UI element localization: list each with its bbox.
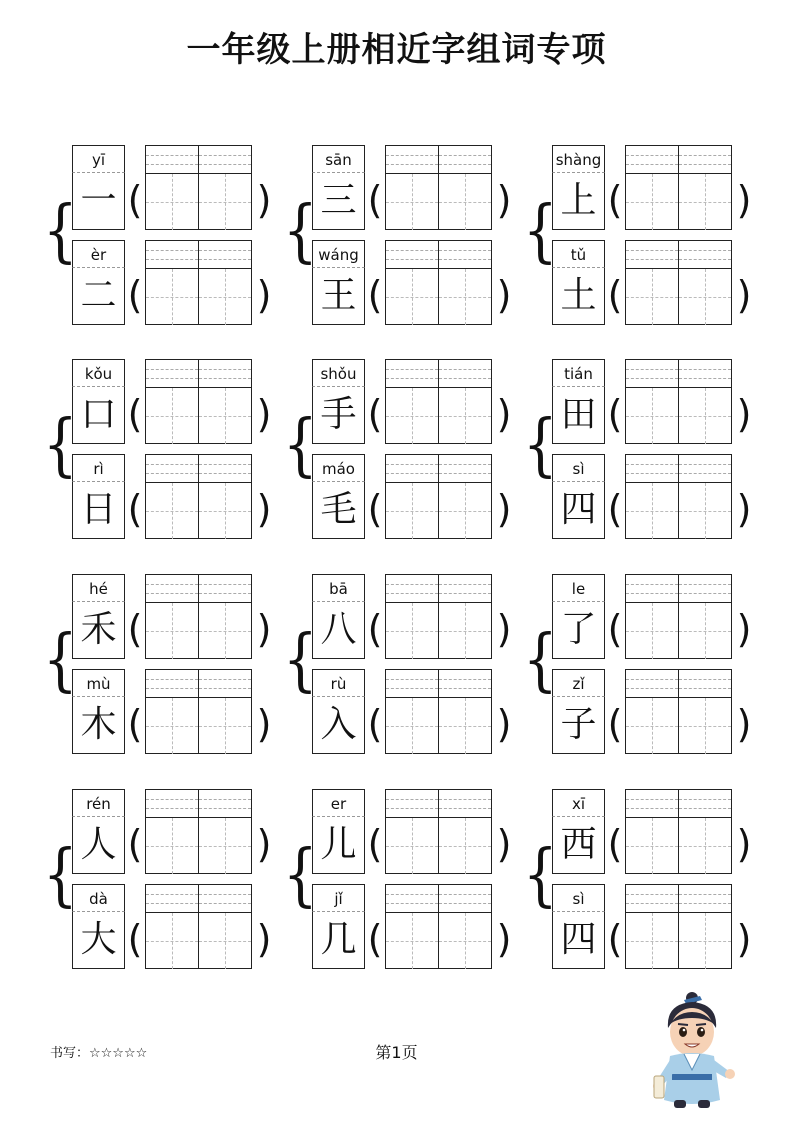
pinyin-guide-lines xyxy=(626,670,678,698)
pinyin-guide-lines xyxy=(626,360,678,388)
writing-box[interactable] xyxy=(625,669,679,754)
left-parenthesis: ( xyxy=(127,487,143,531)
pinyin-guide-lines xyxy=(679,360,731,388)
grid-guide-horizontal xyxy=(626,202,678,203)
pinyin-guide-lines xyxy=(199,885,251,913)
pinyin-guide-lines xyxy=(679,241,731,269)
right-parenthesis: ) xyxy=(496,273,512,317)
pinyin-guide-lines xyxy=(626,885,678,913)
writing-box[interactable] xyxy=(625,240,679,325)
character-row xyxy=(312,145,517,230)
character-row xyxy=(72,789,277,874)
right-parenthesis: ) xyxy=(256,822,272,866)
pinyin-label: rù xyxy=(312,669,365,697)
writing-box[interactable] xyxy=(145,669,199,754)
hanzi-character: 日 xyxy=(72,482,125,539)
right-parenthesis: ) xyxy=(256,178,272,222)
writing-box[interactable] xyxy=(145,454,199,539)
grid-guide-horizontal xyxy=(439,846,491,847)
writing-box[interactable] xyxy=(678,574,732,659)
pinyin-guide-lines xyxy=(386,790,438,818)
writing-box[interactable] xyxy=(385,359,439,444)
right-parenthesis: ) xyxy=(256,487,272,531)
hanzi-character: 人 xyxy=(72,817,125,874)
pinyin-guide-lines xyxy=(199,360,251,388)
writing-rating: 书写：☆☆☆☆☆ xyxy=(50,1046,148,1061)
pinyin-label: zǐ xyxy=(552,669,605,697)
right-parenthesis: ) xyxy=(496,607,512,651)
writing-box[interactable] xyxy=(678,789,732,874)
pinyin-guide-lines xyxy=(386,241,438,269)
grid-guide-horizontal xyxy=(146,297,198,298)
hanzi-character: 木 xyxy=(72,697,125,754)
pinyin-guide-lines xyxy=(626,575,678,603)
character-pair-group xyxy=(523,574,757,754)
grid-guide-horizontal xyxy=(199,297,251,298)
hanzi-character: 四 xyxy=(552,482,605,539)
mascot-illustration xyxy=(648,990,738,1118)
writing-box[interactable] xyxy=(438,359,492,444)
pinyin-guide-lines xyxy=(439,575,491,603)
grid-guide-horizontal xyxy=(199,202,251,203)
writing-box[interactable] xyxy=(678,669,732,754)
writing-box[interactable] xyxy=(198,789,252,874)
hanzi-character: 一 xyxy=(72,173,125,230)
writing-box[interactable] xyxy=(678,240,732,325)
left-parenthesis: ( xyxy=(127,607,143,651)
grid-guide-horizontal xyxy=(439,941,491,942)
grid-guide-horizontal xyxy=(626,297,678,298)
left-parenthesis: ( xyxy=(607,607,623,651)
brace-symbol: { xyxy=(523,621,558,700)
grid-guide-horizontal xyxy=(386,631,438,632)
pinyin-guide-lines xyxy=(199,455,251,483)
pinyin-label: wáng xyxy=(312,240,365,268)
right-parenthesis: ) xyxy=(256,273,272,317)
character-row xyxy=(312,789,517,874)
character-row xyxy=(552,574,757,659)
grid-guide-horizontal xyxy=(146,726,198,727)
hanzi-character: 几 xyxy=(312,912,365,969)
grid-guide-horizontal xyxy=(626,846,678,847)
pinyin-guide-lines xyxy=(146,575,198,603)
right-parenthesis: ) xyxy=(256,917,272,961)
character-row xyxy=(312,884,517,969)
hanzi-character: 子 xyxy=(552,697,605,754)
brace-symbol: { xyxy=(283,621,318,700)
grid-guide-horizontal xyxy=(386,297,438,298)
writing-box[interactable] xyxy=(198,574,252,659)
left-parenthesis: ( xyxy=(367,392,383,436)
pinyin-guide-lines xyxy=(439,790,491,818)
right-parenthesis: ) xyxy=(736,178,752,222)
grid-guide-horizontal xyxy=(439,511,491,512)
character-row xyxy=(72,574,277,659)
character-row xyxy=(72,669,277,754)
grid-guide-horizontal xyxy=(626,511,678,512)
pinyin-guide-lines xyxy=(626,241,678,269)
right-parenthesis: ) xyxy=(736,487,752,531)
writing-box[interactable] xyxy=(145,359,199,444)
grid-guide-horizontal xyxy=(439,297,491,298)
writing-box[interactable] xyxy=(438,145,492,230)
right-parenthesis: ) xyxy=(496,178,512,222)
left-parenthesis: ( xyxy=(607,392,623,436)
grid-guide-horizontal xyxy=(199,846,251,847)
grid-guide-horizontal xyxy=(439,631,491,632)
left-parenthesis: ( xyxy=(367,178,383,222)
writing-box[interactable] xyxy=(198,884,252,969)
writing-box[interactable] xyxy=(145,884,199,969)
writing-box[interactable] xyxy=(625,884,679,969)
grid-guide-horizontal xyxy=(199,416,251,417)
pinyin-guide-lines xyxy=(626,146,678,174)
character-row xyxy=(312,240,517,325)
character-row xyxy=(552,240,757,325)
character-pair-group xyxy=(283,574,517,754)
writing-box[interactable] xyxy=(198,454,252,539)
writing-box[interactable] xyxy=(145,789,199,874)
grid-guide-horizontal xyxy=(146,631,198,632)
pinyin-label: bā xyxy=(312,574,365,602)
writing-box[interactable] xyxy=(198,359,252,444)
pinyin-guide-lines xyxy=(199,241,251,269)
character-row xyxy=(312,574,517,659)
writing-box[interactable] xyxy=(625,454,679,539)
left-parenthesis: ( xyxy=(127,917,143,961)
pinyin-label: èr xyxy=(72,240,125,268)
grid-guide-horizontal xyxy=(386,511,438,512)
character-row xyxy=(72,884,277,969)
right-parenthesis: ) xyxy=(736,702,752,746)
writing-box[interactable] xyxy=(198,145,252,230)
pinyin-label: tián xyxy=(552,359,605,387)
grid-guide-horizontal xyxy=(679,202,731,203)
pinyin-guide-lines xyxy=(386,146,438,174)
hanzi-character: 禾 xyxy=(72,602,125,659)
hanzi-character: 八 xyxy=(312,602,365,659)
grid-guide-horizontal xyxy=(679,297,731,298)
character-row xyxy=(312,454,517,539)
writing-box[interactable] xyxy=(385,574,439,659)
brace-symbol: { xyxy=(283,836,318,915)
writing-box[interactable] xyxy=(145,574,199,659)
character-row xyxy=(552,669,757,754)
hanzi-character: 了 xyxy=(552,602,605,659)
writing-box[interactable] xyxy=(198,240,252,325)
left-parenthesis: ( xyxy=(367,487,383,531)
character-pair-group xyxy=(283,359,517,539)
writing-box[interactable] xyxy=(385,240,439,325)
pinyin-guide-lines xyxy=(146,146,198,174)
pinyin-label: mù xyxy=(72,669,125,697)
grid-guide-horizontal xyxy=(386,846,438,847)
left-parenthesis: ( xyxy=(127,822,143,866)
right-parenthesis: ) xyxy=(736,822,752,866)
pinyin-guide-lines xyxy=(146,885,198,913)
pinyin-guide-lines xyxy=(439,146,491,174)
left-parenthesis: ( xyxy=(607,702,623,746)
pinyin-guide-lines xyxy=(146,360,198,388)
brace-symbol: { xyxy=(283,406,318,485)
pinyin-label: shàng xyxy=(552,145,605,173)
pinyin-guide-lines xyxy=(679,146,731,174)
right-parenthesis: ) xyxy=(736,917,752,961)
grid-guide-horizontal xyxy=(626,631,678,632)
character-pair-group xyxy=(43,145,277,325)
writing-box[interactable] xyxy=(145,145,199,230)
hanzi-character: 王 xyxy=(312,268,365,325)
pinyin-label: rén xyxy=(72,789,125,817)
pinyin-label: rì xyxy=(72,454,125,482)
grid-guide-horizontal xyxy=(679,726,731,727)
left-parenthesis: ( xyxy=(127,178,143,222)
pinyin-guide-lines xyxy=(146,790,198,818)
writing-box[interactable] xyxy=(145,240,199,325)
grid-guide-horizontal xyxy=(626,726,678,727)
grid-guide-horizontal xyxy=(439,726,491,727)
pinyin-label: shǒu xyxy=(312,359,365,387)
pinyin-guide-lines xyxy=(386,670,438,698)
page-title: 一年级上册相近字组词专项 xyxy=(186,30,607,70)
hanzi-character: 四 xyxy=(552,912,605,969)
hanzi-character: 上 xyxy=(552,173,605,230)
writing-box[interactable] xyxy=(385,454,439,539)
pinyin-guide-lines xyxy=(386,575,438,603)
writing-box[interactable] xyxy=(198,669,252,754)
pinyin-guide-lines xyxy=(679,790,731,818)
hanzi-character: 大 xyxy=(72,912,125,969)
writing-box[interactable] xyxy=(438,574,492,659)
grid-guide-horizontal xyxy=(146,941,198,942)
pinyin-guide-lines xyxy=(439,885,491,913)
character-row xyxy=(312,669,517,754)
left-parenthesis: ( xyxy=(367,917,383,961)
right-parenthesis: ) xyxy=(496,917,512,961)
brace-symbol: { xyxy=(283,192,318,271)
grid-guide-horizontal xyxy=(386,202,438,203)
character-pair-group xyxy=(43,359,277,539)
pinyin-guide-lines xyxy=(386,360,438,388)
grid-guide-horizontal xyxy=(626,941,678,942)
writing-box[interactable] xyxy=(625,359,679,444)
right-parenthesis: ) xyxy=(256,392,272,436)
grid-guide-horizontal xyxy=(439,416,491,417)
grid-guide-horizontal xyxy=(199,726,251,727)
pinyin-guide-lines xyxy=(386,455,438,483)
writing-box[interactable] xyxy=(678,145,732,230)
pinyin-label: tǔ xyxy=(552,240,605,268)
pinyin-guide-lines xyxy=(199,146,251,174)
pinyin-label: sān xyxy=(312,145,365,173)
brace-symbol: { xyxy=(523,836,558,915)
left-parenthesis: ( xyxy=(607,487,623,531)
pinyin-label: dà xyxy=(72,884,125,912)
grid-guide-horizontal xyxy=(439,202,491,203)
left-parenthesis: ( xyxy=(367,822,383,866)
grid-guide-horizontal xyxy=(146,846,198,847)
pinyin-label: yī xyxy=(72,145,125,173)
grid-guide-horizontal xyxy=(146,416,198,417)
hanzi-character: 西 xyxy=(552,817,605,874)
pinyin-label: xī xyxy=(552,789,605,817)
pinyin-label: hé xyxy=(72,574,125,602)
left-parenthesis: ( xyxy=(607,917,623,961)
pinyin-label: er xyxy=(312,789,365,817)
hanzi-character: 手 xyxy=(312,387,365,444)
right-parenthesis: ) xyxy=(256,702,272,746)
writing-box[interactable] xyxy=(385,884,439,969)
hanzi-character: 口 xyxy=(72,387,125,444)
left-parenthesis: ( xyxy=(127,392,143,436)
writing-box[interactable] xyxy=(625,789,679,874)
pinyin-guide-lines xyxy=(199,575,251,603)
grid-guide-horizontal xyxy=(679,941,731,942)
pinyin-guide-lines xyxy=(679,885,731,913)
hanzi-character: 三 xyxy=(312,173,365,230)
left-parenthesis: ( xyxy=(607,273,623,317)
pinyin-guide-lines xyxy=(679,575,731,603)
character-row xyxy=(552,359,757,444)
grid-guide-horizontal xyxy=(199,631,251,632)
grid-guide-horizontal xyxy=(199,941,251,942)
grid-guide-horizontal xyxy=(679,511,731,512)
writing-box[interactable] xyxy=(678,454,732,539)
pinyin-label: le xyxy=(552,574,605,602)
writing-box[interactable] xyxy=(385,669,439,754)
hanzi-character: 儿 xyxy=(312,817,365,874)
left-parenthesis: ( xyxy=(367,607,383,651)
brace-symbol: { xyxy=(43,406,78,485)
right-parenthesis: ) xyxy=(256,607,272,651)
writing-box[interactable] xyxy=(625,145,679,230)
pinyin-guide-lines xyxy=(439,455,491,483)
character-row xyxy=(312,359,517,444)
left-parenthesis: ( xyxy=(607,822,623,866)
writing-box[interactable] xyxy=(385,145,439,230)
grid-guide-horizontal xyxy=(386,726,438,727)
pinyin-guide-lines xyxy=(146,241,198,269)
grid-guide-horizontal xyxy=(146,511,198,512)
brace-symbol: { xyxy=(523,406,558,485)
writing-box[interactable] xyxy=(678,884,732,969)
brace-symbol: { xyxy=(43,621,78,700)
left-parenthesis: ( xyxy=(127,273,143,317)
character-row xyxy=(552,884,757,969)
left-parenthesis: ( xyxy=(367,273,383,317)
pinyin-guide-lines xyxy=(199,670,251,698)
grid-guide-horizontal xyxy=(199,511,251,512)
hanzi-character: 二 xyxy=(72,268,125,325)
writing-box[interactable] xyxy=(438,240,492,325)
character-row xyxy=(552,454,757,539)
pinyin-guide-lines xyxy=(386,885,438,913)
right-parenthesis: ) xyxy=(496,702,512,746)
pinyin-guide-lines xyxy=(439,360,491,388)
pinyin-label: máo xyxy=(312,454,365,482)
character-pair-group xyxy=(523,145,757,325)
grid-guide-horizontal xyxy=(626,416,678,417)
right-parenthesis: ) xyxy=(496,487,512,531)
hanzi-character: 田 xyxy=(552,387,605,444)
right-parenthesis: ) xyxy=(736,273,752,317)
brace-symbol: { xyxy=(43,836,78,915)
writing-box[interactable] xyxy=(625,574,679,659)
character-pair-group xyxy=(43,789,277,969)
character-pair-group xyxy=(43,574,277,754)
right-parenthesis: ) xyxy=(736,607,752,651)
right-parenthesis: ) xyxy=(736,392,752,436)
writing-box[interactable] xyxy=(678,359,732,444)
grid-guide-horizontal xyxy=(679,846,731,847)
character-row xyxy=(552,789,757,874)
writing-box[interactable] xyxy=(438,884,492,969)
pinyin-label: sì xyxy=(552,454,605,482)
left-parenthesis: ( xyxy=(127,702,143,746)
character-pair-group xyxy=(523,789,757,969)
character-row xyxy=(72,359,277,444)
pinyin-guide-lines xyxy=(146,670,198,698)
character-row xyxy=(72,454,277,539)
hanzi-character: 入 xyxy=(312,697,365,754)
character-row xyxy=(72,145,277,230)
grid-guide-horizontal xyxy=(386,416,438,417)
character-row xyxy=(552,145,757,230)
brace-symbol: { xyxy=(523,192,558,271)
pinyin-guide-lines xyxy=(679,670,731,698)
pinyin-label: sì xyxy=(552,884,605,912)
pinyin-guide-lines xyxy=(626,455,678,483)
hanzi-character: 土 xyxy=(552,268,605,325)
grid-guide-horizontal xyxy=(679,416,731,417)
right-parenthesis: ) xyxy=(496,392,512,436)
grid-guide-horizontal xyxy=(679,631,731,632)
pinyin-guide-lines xyxy=(146,455,198,483)
hanzi-character: 毛 xyxy=(312,482,365,539)
brace-symbol: { xyxy=(43,192,78,271)
writing-box[interactable] xyxy=(438,669,492,754)
grid-guide-horizontal xyxy=(146,202,198,203)
page-number: 第1页 xyxy=(375,1043,418,1062)
pinyin-guide-lines xyxy=(439,241,491,269)
left-parenthesis: ( xyxy=(607,178,623,222)
left-parenthesis: ( xyxy=(367,702,383,746)
character-pair-group xyxy=(523,359,757,539)
pinyin-guide-lines xyxy=(679,455,731,483)
pinyin-label: kǒu xyxy=(72,359,125,387)
character-pair-group xyxy=(283,789,517,969)
writing-box[interactable] xyxy=(438,454,492,539)
pinyin-guide-lines xyxy=(626,790,678,818)
character-row xyxy=(72,240,277,325)
pinyin-label: jǐ xyxy=(312,884,365,912)
pinyin-guide-lines xyxy=(199,790,251,818)
pinyin-guide-lines xyxy=(439,670,491,698)
writing-box[interactable] xyxy=(385,789,439,874)
writing-box[interactable] xyxy=(438,789,492,874)
grid-guide-horizontal xyxy=(386,941,438,942)
character-pair-group xyxy=(283,145,517,325)
right-parenthesis: ) xyxy=(496,822,512,866)
